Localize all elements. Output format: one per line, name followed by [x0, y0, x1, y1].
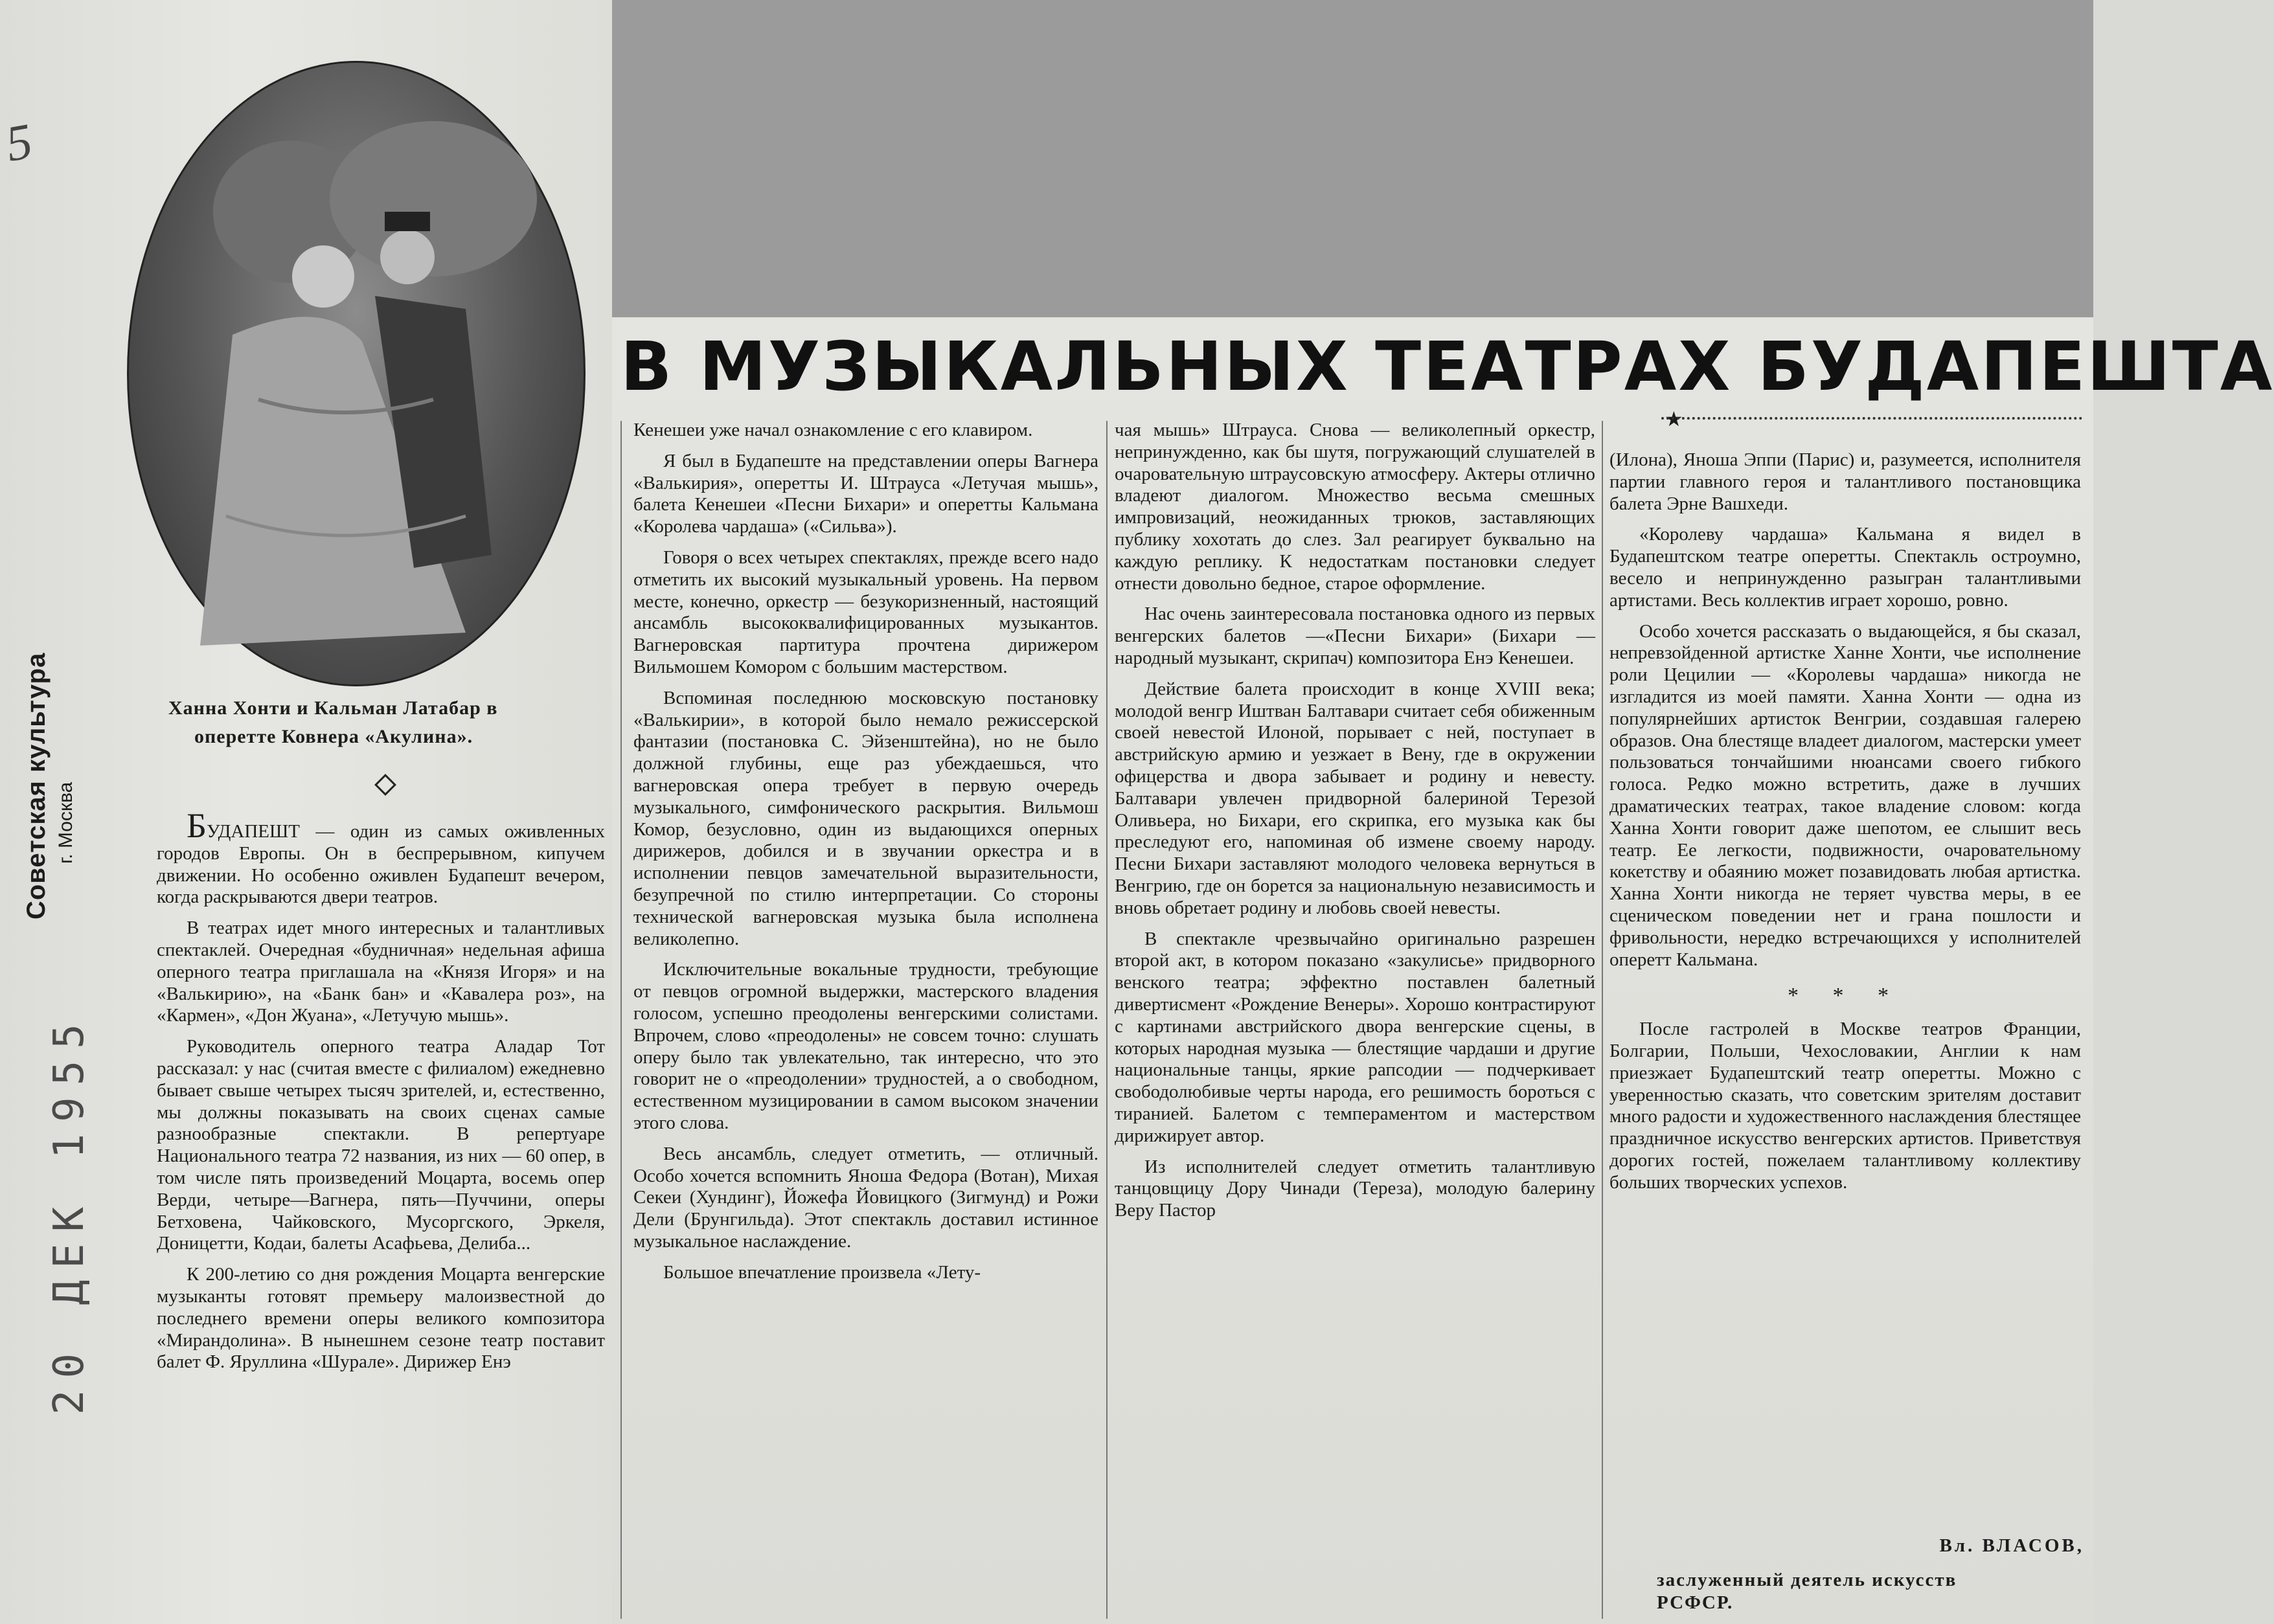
paragraph: чая мышь» Штрауса. Снова — великолепный оркестр, непринужденно, как бы шутя, погружающий слушателей в очаровательную штраусовскую атмосферу. Актеры отлично владеют диалогом. Множество весьма смешных импровизаций, неожиданных трюков, заставляющих публику хохотать до слез. Зал реагирует буквально на каждую реплику. К недостаткам постановки следует отнести довольно бедное, старое оформление. [1115, 420, 1595, 594]
paragraph: (Илона), Яноша Эппи (Парис) и, разумеется, исполнителя партии главного героя и талантливого постановщика балета Эрне Вашхеди. [1609, 449, 2081, 514]
publication-city: г. Москва [55, 782, 76, 864]
paragraph: Вспоминая последнюю московскую постановку «Валькирии», в которой было немало режиссерской фантазии (постановка С. Эйзенштейна), но не было должной глубины, еще раз убеждаешься, что вагнеровская опера требует в первую очередь музыкального, симфонического раскрытия. Вильмош Комор, безусловно, один из выдающихся оперных дирижеров, добился и в звучании оркестра и в исполнении певцов замечательной выразительности, безупречной по стилю интерпретации. Со стороны технической вагнеровская музыка была исполнена великолепно. [633, 687, 1098, 949]
oval-photo [127, 61, 586, 686]
drop-cap: Б [187, 806, 207, 845]
paragraph: Руководитель оперного театра Аладар Тот рассказал: у нас (считая вместе с филиалом) ежедневно бывает свыше четырех тысяч зрителей, и, естественно, мы должны показывать на своих сценах самые разнообразные спектакли. В репертуаре Национального театра 72 названия, из них — 60 опер, в том числе пять произведений Моцарта, восемь опер Верди, четыре—Вагнера, пять—Пуччини, оперы Бетховена, Чайковского, Мусоргского, Эркеля, Доницетти, Кодаи, балеты Асафьева, Делиба... [157, 1036, 605, 1254]
publication-name: Советская культура [22, 652, 51, 919]
column-divider [1602, 421, 1603, 1619]
source-label [22, 652, 77, 919]
dotted-rule [1661, 417, 2082, 420]
paragraph: Из исполнителей следует отметить талантливую танцовщицу Дору Чинади (Тереза), молодую балерину Веру Пастор [1115, 1156, 1595, 1221]
column-divider [620, 421, 622, 1619]
handwritten-mark: 5 [1, 112, 37, 172]
caption-line-1: Ханна Хонти и Кальман Латабар в [168, 697, 498, 719]
paragraph: Исключительные вокальные трудности, требующие от певцов огромной выдержки, мастерского владения голосом, успешно преодолены венгерскими солистами. Впрочем, слово «преодолены» не совсем точно: слушать оперу было так увлекательно, так интересно, что это говорит не о «преодолении» трудностей, а о свободном, естественном музицировании в самом высоком значении этого слова. [633, 959, 1098, 1133]
paragraph: В спектакле чрезвычайно оригинально разрешен второй акт, в котором показано «закулисье» придворного венского театра; эффектно поставлен балетный дивертисмент «Рождение Венеры». Хорошо контрастируют с картинами австрийского двора венгерские сцены, в которых народная музыка — блестящие чардаши и другие национальные танцы, яркие рапсодии — подчеркивает свободолюбивые черты народа, его решимость бороться с тиранией. Балетом с темпераментом и мастерством дирижирует автор. [1115, 928, 1595, 1146]
paragraph: Действие балета происходит в конце XVIII века; молодой венгр Иштван Балтавари считает себя обиженным своей невестой Илоной, порывает с ней, поступает в австрийскую армию и уезжает в Вену, где в окружении офицерства и двора забывает и родину и невесту. Балтавари увлечен придворной балериной Терезой Оливьера, но Бихари, его скрипка, его музыка как бы преследуют его, напоминая об измене своему народу. Песни Бихари заставляют молодого человека вернуться в Венгрию, где он борется за национальную независимость и вновь обретает родину и любовь своей невесты. [1115, 678, 1595, 918]
paragraph: Я был в Будапеште на представлении оперы Вагнера «Валькирия», оперетты И. Штрауса «Летучая мышь», балета Кенешеи «Песни Бихари» и оперетты Кальмана «Королева чардаша» («Сильва»). [633, 450, 1098, 537]
article-column-3 [1115, 420, 1595, 1222]
paragraph: К 200-летию со дня рождения Моцарта венгерские музыканты готовят премьеру малоизвестной до последнего времени оперы великого композитора «Мирандолина». В нынешнем сезоне театр поставит балет Ф. Яруллина «Шурале». Дирижер Енэ [157, 1264, 605, 1373]
author-region: РСФСР. [1657, 1592, 1734, 1613]
paragraph: Кенешеи уже начал ознакомление с его клавиром. [633, 420, 1033, 440]
paragraph: Большое впечатление произвела «Лету- [663, 1261, 981, 1283]
paragraph: «Королеву чардаша» Кальмана я видел в Будапештском театре оперетты. Спектакль остроумно, весело и непринужденно разыгран талантливыми артистами. Весь коллектив играет хорошо, ровно. [1609, 524, 2081, 611]
paragraph: В театрах идет много интересных и талантливых спектаклей. Очередная «будничная» недельная афиша оперного театра приглашала на «Князя Игоря» и на «Валькирию», на «Банк бан» и «Кавалера роз», на «Кармен», «Дон Жуана», «Летучую мышь». [157, 918, 605, 1026]
column-divider [1106, 421, 1108, 1619]
paragraph: Говоря о всех четырех спектаклях, прежде всего надо отметить их высокий музыкальный уровень. На первом месте, конечно, оркестр — безукоризненный, настоящий ансамбль высококвалифицированных музыкантов. Вагнеровская партитура прочтена дирижером Вильмошем Комором с большим мастерством. [633, 547, 1098, 677]
author-signature [1657, 1535, 2084, 1614]
photo-caption [168, 694, 570, 751]
paragraph: Нас очень заинтересовала постановка одного из первых венгерских балетов —«Песни Бихари» (Бихари — народный музыкант, скрипач) композитора Енэ Кенешеи. [1115, 603, 1595, 668]
author-title: заслуженный деятель искусств [1657, 1570, 1957, 1590]
author-name: Вл. ВЛАСОВ, [1939, 1535, 2084, 1556]
paragraph: После гастролей в Москве театров Франции, Болгарии, Польши, Чехословакии, Англии к нам приезжает Будапештский театр оперетты. Можно с уверенностью сказать, что советским зрителям доставит много радости и художественного наслаждения блестящее праздничное искусство венгерских артистов. Приветствуя дорогих гостей, пожелаем талантливому коллективу больших творческих успехов. [1609, 1019, 2081, 1193]
photo-illustration [129, 63, 584, 684]
article-column-2 [633, 420, 1098, 1283]
article-column-4 [1609, 449, 2081, 1194]
caption-line-2: оперетте Ковнера «Акулина». [194, 726, 473, 747]
date-stamp: 20 ДЕК 1955 [45, 1012, 93, 1415]
section-separator: * * * [1788, 984, 1903, 1008]
paragraph-text: УДАПЕШТ — один из самых оживленных городов Европы. Он в беспрерывном, кипучем движении. Но особенно оживлен Будапешт вечером, когда раскрываются двери театров. [157, 821, 605, 908]
paragraph: Особо хочется рассказать о выдающейся, я бы сказал, непревзойденной артистке Ханне Хонти, чье исполнение роли Цецилии — «Королевы чардаша» никогда не изгладится из моей памяти. Ханна Хонти — одна из популярнейших артисток Венгрии, создавшая галерею образов. Она блестяще владеет диалогом, мастерски умеет пользоваться тончайшими нюансами своего гибкого голоса. Редко можно встретить, даже в лучших драматических театрах, такое владение словом: когда Ханна Хонти говорит даже шепотом, ее слышит весь театр. Ее легкости, подвижности, очаровательному кокетству и обаянию может позавидовать любая артистка. Ханна Хонти никогда не теряет чувства меры, в ее сценическом поведении нет и грана пошлости и фривольности, нередко встречающихся у исполнителей оперетт Кальмана. [1609, 620, 2081, 970]
paragraph: Весь ансамбль, следует отметить, — отличный. Особо хочется вспомнить Яноша Федора (Вотан), Михая Секеи (Хундинг), Йожефа Йовицкого (Зигмунд) и Рожи Дели (Брунгильда). Этот спектакль доставил истинное музыкальное наслаждение. [633, 1143, 1098, 1252]
article-headline: В МУЗЫКАЛЬНЫХ ТЕАТРАХ БУДАПЕШТА [620, 327, 2274, 406]
blank-background-area [612, 0, 2093, 317]
article-column-1 [157, 806, 605, 1373]
star-ornament: ★ [1665, 407, 1683, 431]
paragraph [157, 806, 605, 908]
